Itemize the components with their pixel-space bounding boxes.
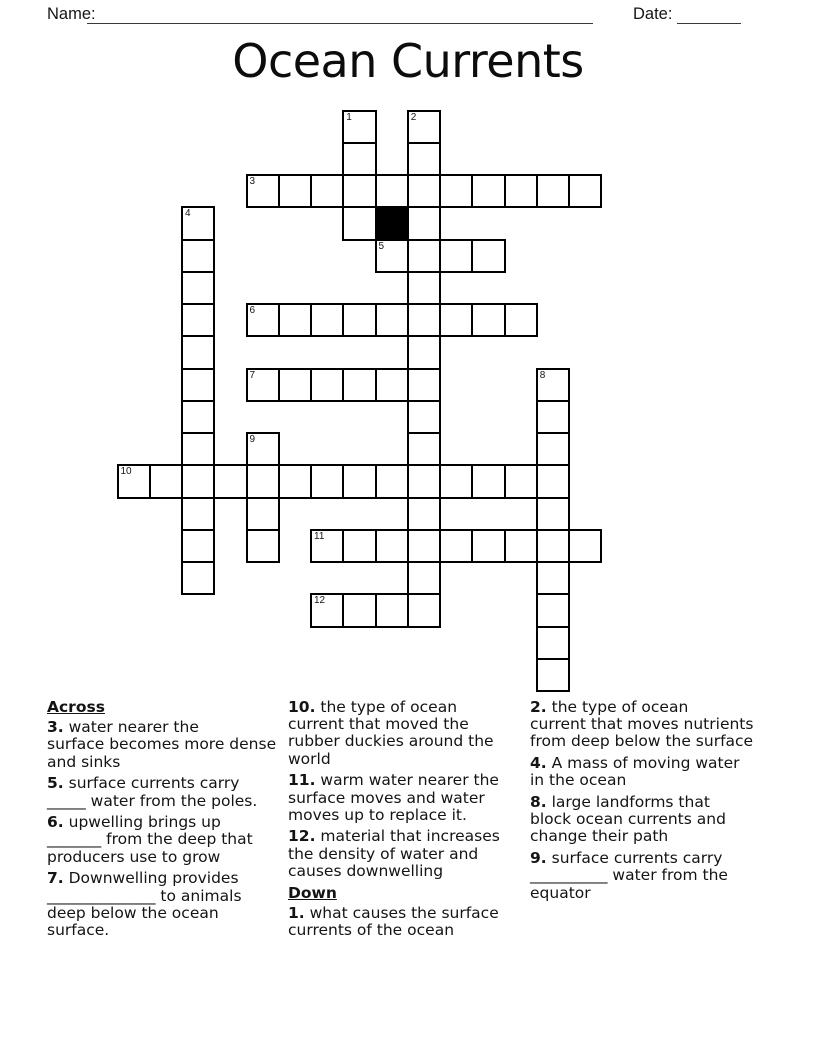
crossword-cell[interactable] — [342, 303, 376, 337]
clue-5: 5. surface currents carry _____ water from the poles. — [47, 774, 258, 810]
crossword-cell[interactable] — [181, 464, 215, 498]
name-label: Name: — [47, 5, 96, 23]
clue-8: 8. large landforms that block ocean currents and change their path — [530, 793, 726, 846]
crossword-cell[interactable] — [407, 561, 441, 595]
cell-number: 1 — [346, 111, 352, 123]
date-label: Date: — [633, 5, 673, 23]
crossword-cell[interactable] — [181, 368, 215, 402]
clue-12: 12. material that increases the density of water and causes downwelling — [288, 827, 500, 880]
crossword-cell[interactable] — [439, 174, 473, 208]
crossword-cell[interactable] — [278, 303, 312, 337]
crossword-cell[interactable] — [342, 593, 376, 627]
crossword-cell[interactable] — [407, 303, 441, 337]
crossword-cell[interactable] — [342, 110, 376, 144]
crossword-cell[interactable] — [181, 432, 215, 466]
crossword-cell[interactable] — [407, 432, 441, 466]
crossword-cell[interactable] — [310, 529, 344, 563]
clue-number: 11. — [288, 771, 316, 790]
crossword-cell[interactable] — [536, 464, 570, 498]
cell-number: 4 — [185, 208, 191, 220]
clue-number: 5. — [47, 774, 64, 793]
crossword-cell[interactable] — [375, 529, 409, 563]
clue-1: 1. what causes the surface currents of the ocean — [288, 903, 499, 939]
crossword-cell[interactable] — [181, 303, 215, 337]
clue-7: 7. Downwelling provides ______________ to animals deep below the ocean surface. — [47, 869, 242, 939]
crossword-cell[interactable] — [246, 303, 280, 337]
crossword-cell[interactable] — [568, 529, 602, 563]
clue-11: 11. warm water nearer the surface moves and water moves up to replace it. — [288, 771, 499, 824]
clue-list-heading: Down — [288, 883, 337, 902]
cell-number: 3 — [249, 176, 256, 187]
crossword-cell[interactable] — [407, 142, 441, 176]
crossword-cell[interactable] — [471, 303, 505, 337]
clue-column-3 — [530, 699, 782, 906]
crossword-cell[interactable] — [342, 206, 376, 240]
clue-number: 6. — [47, 813, 64, 832]
crossword-cell[interactable] — [246, 432, 280, 466]
crossword-cell[interactable] — [504, 529, 538, 563]
crossword-cell[interactable] — [504, 464, 538, 498]
crossword-cell[interactable] — [407, 593, 441, 627]
crossword-cell[interactable] — [246, 529, 280, 563]
crossword-cell-black — [375, 206, 409, 240]
crossword-cell[interactable] — [310, 464, 344, 498]
clue-number: 10. — [288, 698, 316, 716]
cell-number: 5 — [378, 240, 385, 252]
crossword-cell[interactable] — [278, 464, 312, 498]
crossword-cell[interactable] — [310, 593, 344, 627]
crossword-cell[interactable] — [471, 529, 505, 563]
crossword-cell[interactable] — [407, 271, 441, 305]
cell-number: 8 — [539, 369, 546, 381]
cell-number: 7 — [249, 369, 256, 381]
cell-number: 2 — [410, 111, 417, 123]
crossword-cell[interactable] — [375, 303, 409, 337]
name-blank-line[interactable] — [87, 1, 593, 24]
crossword-cell[interactable] — [407, 110, 441, 144]
clue-6: 6. upwelling brings up _______ from the deep that producers use to grow — [47, 813, 253, 866]
crossword-cell[interactable] — [246, 464, 280, 498]
crossword-cell[interactable] — [439, 464, 473, 498]
crossword-cell[interactable] — [181, 561, 215, 595]
crossword-cell[interactable] — [536, 561, 570, 595]
crossword-cell[interactable] — [439, 529, 473, 563]
crossword-cell[interactable] — [407, 368, 441, 402]
clue-number: 1. — [288, 903, 305, 922]
clue-number: 9. — [530, 849, 547, 868]
page-title: Ocean Currents — [232, 34, 584, 88]
crossword-cell[interactable] — [407, 206, 441, 240]
clue-4: 4. A mass of moving water in the ocean — [530, 754, 740, 790]
clue-2: 2. the type of ocean current that moves nutrients from deep below the surface — [530, 698, 754, 751]
crossword-cell[interactable] — [181, 239, 215, 273]
crossword-cell[interactable] — [536, 593, 570, 627]
crossword-cell[interactable] — [407, 174, 441, 208]
cell-number: 6 — [249, 305, 256, 316]
crossword-cell[interactable] — [407, 529, 441, 563]
crossword-cell[interactable] — [117, 464, 151, 498]
crossword-cell[interactable] — [407, 400, 441, 434]
crossword-cell[interactable] — [536, 529, 570, 563]
clue-number: 7. — [47, 869, 64, 888]
crossword-cell[interactable] — [342, 368, 376, 402]
clue-number: 12. — [288, 827, 316, 846]
crossword-cell[interactable] — [310, 368, 344, 402]
crossword-cell[interactable] — [471, 239, 505, 273]
crossword-cell[interactable] — [181, 335, 215, 369]
crossword-cell[interactable] — [375, 593, 409, 627]
crossword-cell[interactable] — [246, 174, 280, 208]
crossword-cell[interactable] — [471, 464, 505, 498]
clue-column-2 — [288, 699, 530, 944]
crossword-cell[interactable] — [407, 239, 441, 273]
crossword-cell[interactable] — [471, 174, 505, 208]
crossword-cell[interactable] — [375, 464, 409, 498]
crossword-cell[interactable] — [536, 174, 570, 208]
crossword-cell[interactable] — [181, 529, 215, 563]
crossword-cell[interactable] — [342, 142, 376, 176]
crossword-cell[interactable] — [181, 206, 215, 240]
cell-number: 12 — [314, 595, 326, 607]
cell-number: 9 — [249, 434, 256, 445]
crossword-cell[interactable] — [375, 239, 409, 273]
crossword-cell[interactable] — [407, 335, 441, 369]
clue-number: 4. — [530, 754, 547, 773]
crossword-cell[interactable] — [407, 497, 441, 531]
clue-number: 3. — [47, 718, 64, 737]
crossword-cell[interactable] — [536, 626, 570, 660]
crossword-cell[interactable] — [342, 529, 376, 563]
clue-3: 3. water nearer the surface becomes more dense and sinks — [47, 718, 277, 771]
crossword-cell[interactable] — [439, 239, 473, 273]
clue-number: 8. — [530, 793, 547, 812]
crossword-cell[interactable] — [213, 464, 247, 498]
crossword-cell[interactable] — [149, 464, 183, 498]
crossword-cell[interactable] — [504, 174, 538, 208]
crossword-cell[interactable] — [536, 400, 570, 434]
clue-number: 2. — [530, 698, 547, 716]
crossword-cell[interactable] — [536, 432, 570, 466]
cell-number: 11 — [314, 530, 325, 542]
crossword-cell[interactable] — [246, 497, 280, 531]
crossword-cell[interactable] — [536, 658, 570, 692]
crossword-cell[interactable] — [407, 464, 441, 498]
cell-number: 10 — [120, 466, 132, 478]
crossword-cell[interactable] — [504, 303, 538, 337]
crossword-cell[interactable] — [568, 174, 602, 208]
clue-10: 10. the type of ocean current that moved the rubber duckies around the world — [288, 698, 494, 768]
date-blank-line[interactable] — [677, 1, 741, 24]
clue-9: 9. surface currents carry __________ water from the equator — [530, 849, 728, 902]
clue-list-heading: Across — [47, 698, 105, 716]
crossword-cell[interactable] — [181, 497, 215, 531]
crossword-cell[interactable] — [375, 174, 409, 208]
crossword-cell[interactable] — [181, 271, 215, 305]
crossword-cell[interactable] — [278, 368, 312, 402]
crossword-cell[interactable] — [310, 303, 344, 337]
crossword-cell[interactable] — [439, 303, 473, 337]
crossword-cell[interactable] — [342, 174, 376, 208]
crossword-cell[interactable] — [246, 368, 280, 402]
crossword-cell[interactable] — [181, 400, 215, 434]
clue-column-1 — [47, 699, 293, 944]
crossword-cell[interactable] — [342, 464, 376, 498]
crossword-cell[interactable] — [310, 174, 344, 208]
crossword-cell[interactable] — [536, 497, 570, 531]
crossword-cell[interactable] — [375, 368, 409, 402]
crossword-cell[interactable] — [536, 368, 570, 402]
crossword-cell[interactable] — [278, 174, 312, 208]
